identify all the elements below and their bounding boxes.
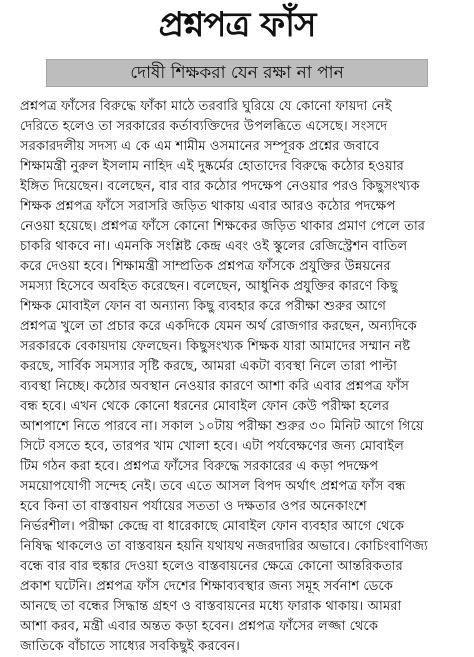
article-line: বন্ধে বার বার হুঙ্কার দেওয়া হলেও বাস্তবায়নের ক্ষেত্রে কোনো আন্তরিকতার (20, 559, 403, 574)
article-line: নেওয়া হয়েছে। প্রশ্নপত্র ফাঁসে কোনো শিক্ষকের জড়িত থাকার প্রমাণ পেলে তার (20, 219, 426, 234)
article-line: করছে, সার্বিক সমস্যার সৃষ্টি করছে, আমরা একটা ব্যবস্থা নিলে তারা পাল্টা (20, 359, 397, 374)
article-line: নিষিদ্ধ থাকলেও তা বাস্তবায়ন হয়নি যথাযথ নজরদারির অভাবে। কোচিংবাণিজ্য (20, 539, 428, 554)
article-line: সিটে বসতে হবে, তারপর খাম খোলা হবে। এটা পর্যবেক্ষণের জন্য মোবাইল (20, 439, 404, 454)
article-line: শিক্ষক মোবাইল ফোন বা অন্যান্য কিছু ব্যবহার করে পরীক্ষা শুরুর আগে (20, 299, 387, 314)
article-line: প্রশ্নপত্র ফাঁসের বিরুদ্ধে ফাঁকা মাঠে তরবারি ঘুরিয়ে যে কোনো ফায়দা নেই (20, 99, 392, 114)
article-line: প্রশ্নপত্র খুলে তা প্রচার করে একদিকে যেমন অর্থ রোজগার করছেন, অন্যদিকে (20, 319, 417, 334)
article-line: প্রকাশ ঘটেনি। প্রশ্নপত্র ফাঁস দেশের শিক্ষাব্যবস্থার জন্য সমূহ সর্বনাশ ডেকে (20, 579, 393, 594)
article-line: জাতিকে বাঁচাতে সাধ্যের সবকিছুই করবেন। (20, 639, 240, 654)
article-line: চাকরি থাকবে না। এমনকি সংশ্লিষ্ট কেন্দ্র এবং ওই স্কুলের রেজিস্ট্রেশন বাতিল (20, 239, 408, 254)
subheadline-bar (46, 59, 428, 87)
article-line: আশা করব, মন্ত্রী এবার অন্তত কড়া হবেন। প্রশ্নপত্র ফাঁসের লজ্জা থেকে (20, 619, 379, 634)
article-line: শিক্ষক প্রশ্নপত্র ফাঁসে সরাসরি জড়িত থাকায় এবার আরও কঠোর পদক্ষেপ (20, 199, 396, 214)
article-line: ইঙ্গিত দিয়েছেন। বলেছেন, বার বার কঠোর পদক্ষেপ নেওয়ার পরও কিছুসংখ্যক (20, 179, 420, 194)
article-line: বন্ধ হবে। এখন থেকে কোনো ধরনের মোবাইল ফোন কেউ পরীক্ষা হলের (20, 399, 390, 414)
article-body (20, 97, 460, 657)
article-line: নির্ভরশীল। পরীক্ষা কেন্দ্রে বা ধারেকাছে মোবাইল ফোন ব্যবহার আগে থেকে (20, 519, 405, 534)
article-line: আনছে তা বন্ধের সিদ্ধান্ত গ্রহণ ও বাস্তবায়নের মধ্যে ফারাক থাকায়। আমরা (20, 599, 402, 614)
article-line: আশপাশে নিতে পারবে না। সকাল ১০টায় পরীক্ষা শুরুর ৩০ মিনিট আগে গিয়ে (20, 419, 424, 434)
article-line: করে দেওয়া হবে। শিক্ষামন্ত্রী সাম্প্রতিক প্রশ্নপত্র ফাঁসকে প্রযুক্তির উন্নয়নের (20, 259, 391, 274)
page-title: প্রশ্নপত্র ফাঁস (158, 5, 316, 45)
article-line: সময়োপযোগী সন্দেহ নেই। তবে এতে আসল বিপদ অর্থাৎ প্রশ্নপত্র ফাঁস বন্ধ (20, 479, 406, 494)
article-line: ব্যবস্থা নিচ্ছে। কঠোর অবস্থান নেওয়ার কারণে আশা করি এবার প্রশ্নপত্র ফাঁস (20, 379, 409, 394)
article-line: দেরিতে হলেও তা সরকারের কর্তাব্যক্তিদের উপলব্ধিতে এসেছে। সংসদে (20, 119, 388, 134)
article-line: সমস্যা হিসেবে অবহিত করেছেন। বলেছেন, আধুনিক প্রযুক্তির কারণে কিছু (20, 279, 398, 294)
article-line: শিক্ষামন্ত্রী নুরুল ইসলাম নাহিদ এই দুষ্কর্মের হোতাদের বিরুদ্ধে কঠোর হওয়ার (20, 159, 404, 174)
article-line: সরকারদলীয় সদস্য এ কে এম শামীম ওসমানের সম্পূরক প্রশ্নের জবাবে (20, 139, 380, 154)
article-line: হবে কিনা তা বাস্তবায়ন পর্যায়ের সততা ও দক্ষতার ওপর অনেকাংশে (20, 499, 367, 514)
subheadline: দোষী শিক্ষকরা যেন রক্ষা না পান (130, 63, 344, 83)
article-line: টিম গঠন করা হবে। প্রশ্নপত্র ফাঁসের বিরুদ্ধে সরকারের এ কড়া পদক্ষেপ (20, 459, 379, 474)
article-line: সরকারকে বেকায়দায় ফেলছেন। কিছুসংখ্যক শিক্ষক যারা আমাদের সম্মান নষ্ট (20, 339, 411, 354)
